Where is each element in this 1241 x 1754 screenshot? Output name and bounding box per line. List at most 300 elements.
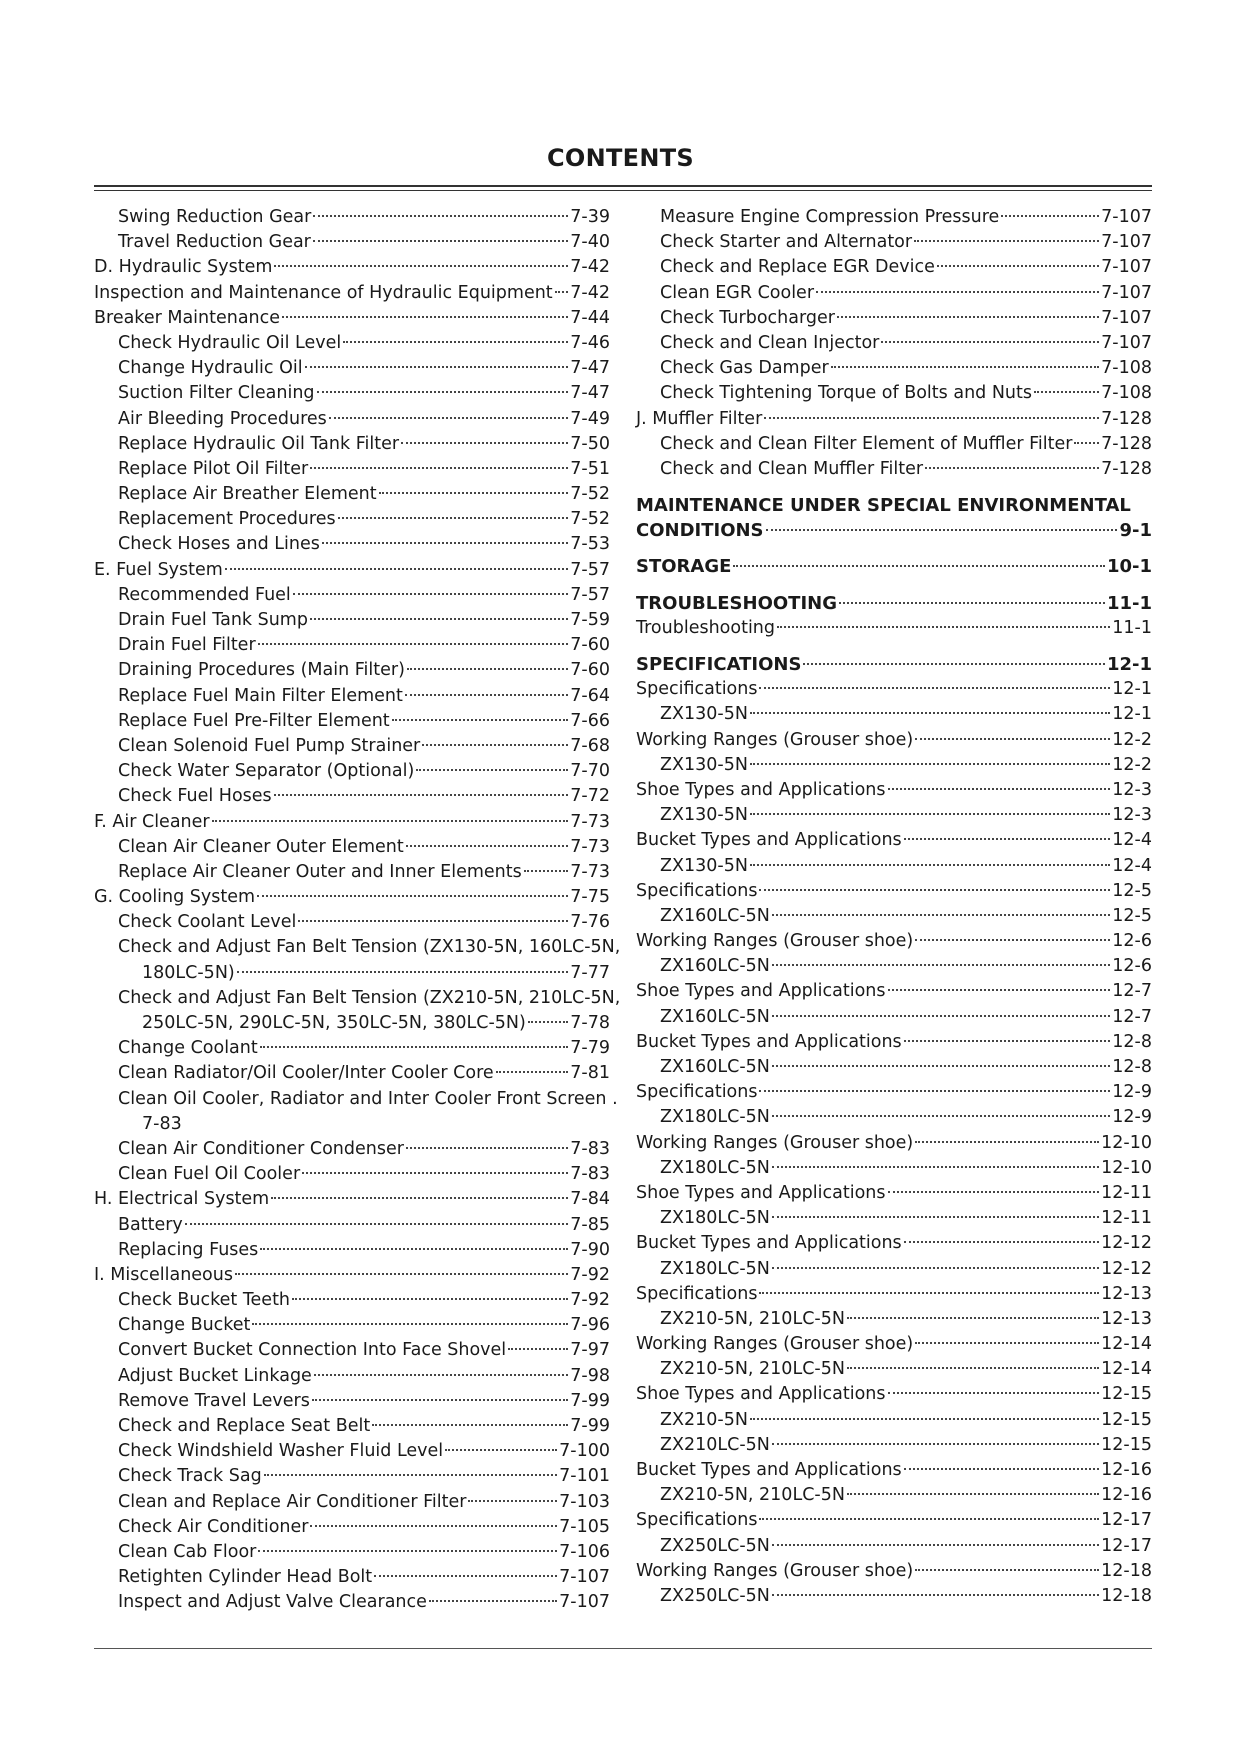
toc-entry-title: Measure Engine Compression Pressure bbox=[660, 207, 1000, 227]
toc-entry-title: Clean Air Conditioner Condenser bbox=[118, 1138, 404, 1159]
toc-entry[interactable] bbox=[94, 583, 610, 608]
toc-entry[interactable] bbox=[94, 1263, 610, 1288]
toc-entry-page: 7-103 bbox=[559, 1491, 610, 1512]
toc-entry[interactable] bbox=[94, 986, 621, 1036]
toc-entry[interactable] bbox=[636, 904, 1152, 929]
toc-entry[interactable] bbox=[636, 1005, 1152, 1030]
toc-entry-title: Check Turbocharger bbox=[660, 307, 835, 328]
dot-leader bbox=[416, 769, 568, 771]
dot-leader bbox=[258, 643, 569, 645]
toc-entry-title: Shoe Types and Applications bbox=[636, 1182, 886, 1203]
dot-leader bbox=[904, 1040, 1111, 1042]
toc-entry[interactable] bbox=[94, 1338, 610, 1363]
toc-entry[interactable] bbox=[94, 608, 610, 633]
toc-entry[interactable] bbox=[636, 929, 1152, 954]
toc-entry-page: 7-128 bbox=[1101, 458, 1152, 479]
toc-entry-title: Air Bleeding Procedures bbox=[118, 408, 327, 429]
dot-leader bbox=[750, 712, 1110, 714]
toc-entry-page: 12-2 bbox=[1112, 754, 1152, 775]
toc-entry[interactable] bbox=[636, 854, 1152, 879]
toc-entry-title: Retighten Cylinder Head Bolt bbox=[118, 1567, 373, 1588]
dot-leader bbox=[329, 417, 569, 419]
toc-entry-page: 7-72 bbox=[570, 786, 610, 807]
toc-entry-page: 7-40 bbox=[570, 232, 610, 253]
toc-entry-title: ZX130-5N bbox=[660, 855, 748, 876]
toc-entry-page: 12-9 bbox=[1112, 1107, 1152, 1128]
toc-entry-title: Check Gas Damper bbox=[660, 358, 829, 379]
dot-leader bbox=[888, 788, 1111, 790]
toc-entry-page: 7-64 bbox=[570, 685, 610, 706]
dot-leader bbox=[839, 602, 1105, 604]
toc-entry-title: Working Ranges (Grouser shoe) bbox=[636, 729, 914, 750]
toc-entry[interactable] bbox=[94, 381, 610, 406]
dot-leader bbox=[915, 738, 1110, 740]
toc-entry-title: Check and Clean Filter Element of Muffler Filter bbox=[660, 433, 1073, 454]
toc-entry-title: ZX250LC-5N bbox=[660, 1535, 770, 1556]
toc-entry[interactable] bbox=[636, 1080, 1152, 1105]
dot-leader bbox=[772, 914, 1110, 916]
toc-entry-page: 12-18 bbox=[1101, 1560, 1152, 1581]
toc-entry-page: 7-77 bbox=[570, 962, 610, 983]
toc-entry[interactable] bbox=[636, 432, 1152, 457]
toc-entry[interactable] bbox=[636, 1105, 1152, 1130]
toc-entry-title: Travel Reduction Gear bbox=[118, 232, 311, 253]
toc-entry-page: 12-13 bbox=[1101, 1283, 1152, 1304]
toc-entry[interactable] bbox=[636, 281, 1152, 306]
toc-entry-title: ZX160LC-5N bbox=[660, 1006, 770, 1027]
toc-entry[interactable] bbox=[636, 1483, 1152, 1508]
toc-entry[interactable] bbox=[94, 457, 610, 482]
toc-entry[interactable] bbox=[94, 709, 610, 734]
dot-leader bbox=[555, 291, 569, 293]
toc-entry[interactable] bbox=[94, 1515, 610, 1540]
dot-leader bbox=[305, 366, 569, 368]
dot-leader bbox=[401, 442, 568, 444]
toc-entry[interactable] bbox=[636, 1559, 1152, 1584]
toc-entry-page: 7-39 bbox=[570, 207, 610, 227]
toc-entry[interactable] bbox=[94, 432, 610, 457]
toc-entry-title: Drain Fuel Filter bbox=[118, 635, 256, 656]
toc-entry-page: 12-6 bbox=[1112, 931, 1152, 952]
dot-leader bbox=[302, 1172, 568, 1174]
toc-entry-title: Remove Travel Levers bbox=[118, 1390, 310, 1411]
toc-entry-title: ZX130-5N bbox=[660, 805, 748, 826]
toc-entry[interactable] bbox=[94, 784, 610, 809]
toc-entry[interactable] bbox=[636, 1534, 1152, 1559]
toc-entry-page: 12-1 bbox=[1112, 704, 1152, 725]
toc-entry[interactable] bbox=[94, 759, 610, 784]
toc-entry-title: Shoe Types and Applications bbox=[636, 1384, 886, 1405]
toc-entry-title-line2: 180LC-5N) bbox=[142, 962, 235, 983]
toc-entry-title: Replace Fuel Pre-Filter Element bbox=[118, 710, 390, 731]
toc-entry-page: 7-100 bbox=[559, 1441, 610, 1462]
dot-leader bbox=[759, 687, 1110, 689]
toc-entry[interactable] bbox=[94, 1414, 610, 1439]
toc-entry-page: 7-97 bbox=[570, 1340, 610, 1361]
toc-entry[interactable] bbox=[636, 1257, 1152, 1282]
toc-entry[interactable] bbox=[94, 910, 610, 935]
toc-entry-title: Specifications bbox=[636, 1082, 758, 1103]
toc-entry[interactable] bbox=[94, 507, 610, 532]
toc-entry[interactable] bbox=[636, 1382, 1152, 1407]
dot-leader bbox=[372, 1424, 568, 1426]
toc-entry[interactable] bbox=[94, 1439, 610, 1464]
toc-entry[interactable] bbox=[94, 835, 610, 860]
toc-entry-title: Check and Replace EGR Device bbox=[660, 257, 935, 278]
toc-entry[interactable] bbox=[636, 1282, 1152, 1307]
toc-entry-page: 7-92 bbox=[570, 1290, 610, 1311]
toc-entry[interactable] bbox=[636, 1584, 1152, 1609]
toc-chapter-entry[interactable] bbox=[636, 652, 1152, 677]
dot-leader bbox=[374, 1575, 557, 1577]
toc-entry[interactable] bbox=[94, 1490, 610, 1515]
toc-entry-page: 11-1 bbox=[1112, 617, 1152, 638]
toc-entry-page: 7-83 bbox=[142, 1113, 182, 1134]
toc-entry-page: 7-73 bbox=[570, 861, 610, 882]
dot-leader bbox=[772, 1166, 1099, 1168]
toc-entry[interactable] bbox=[94, 810, 610, 835]
dot-leader bbox=[524, 870, 569, 872]
toc-entry-page: 12-12 bbox=[1101, 1233, 1152, 1254]
toc-entry[interactable] bbox=[94, 230, 610, 255]
toc-entry[interactable] bbox=[636, 1307, 1152, 1332]
toc-entry-page: 7-101 bbox=[559, 1466, 610, 1487]
toc-entry[interactable] bbox=[636, 230, 1152, 255]
dot-leader bbox=[258, 1550, 557, 1552]
toc-entry-title: Change Hydraulic Oil bbox=[118, 358, 303, 379]
title-rule-thick bbox=[94, 185, 1152, 187]
toc-entry[interactable] bbox=[94, 860, 610, 885]
toc-entry-title: ZX250LC-5N bbox=[660, 1585, 770, 1606]
toc-entry-page: 7-85 bbox=[570, 1214, 610, 1235]
dot-leader bbox=[759, 1518, 1099, 1520]
toc-entry-page: 7-99 bbox=[570, 1390, 610, 1411]
toc-entry-page: 12-1 bbox=[1112, 679, 1152, 700]
dot-leader bbox=[445, 1449, 557, 1451]
toc-entry-page: 7-92 bbox=[570, 1264, 610, 1285]
dot-leader bbox=[759, 889, 1110, 891]
toc-entry[interactable] bbox=[94, 558, 610, 583]
toc-chapter-title: STORAGE bbox=[636, 556, 732, 578]
toc-entry[interactable] bbox=[94, 734, 610, 759]
section-gap bbox=[636, 580, 1152, 591]
dot-leader bbox=[915, 939, 1110, 941]
dot-leader bbox=[310, 1525, 557, 1527]
toc-entry-title: Clean Oil Cooler, Radiator and Inter Cooler Front Screen . bbox=[118, 1088, 618, 1109]
toc-entry[interactable] bbox=[94, 1087, 618, 1137]
toc-entry-title: ZX160LC-5N bbox=[660, 956, 770, 977]
toc-entry-title: Replace Hydraulic Oil Tank Filter bbox=[118, 433, 400, 454]
toc-chapter-title: TROUBLESHOOTING bbox=[636, 592, 837, 614]
toc-entry[interactable] bbox=[636, 1332, 1152, 1357]
toc-entry-page: 12-8 bbox=[1112, 1057, 1152, 1077]
toc-entry-title-line1: Check and Adjust Fan Belt Tension (ZX210-5N, 210LC-5N, bbox=[118, 987, 621, 1008]
toc-entry-title: ZX180LC-5N bbox=[660, 1208, 770, 1229]
toc-entry-title: ZX180LC-5N bbox=[660, 1157, 770, 1178]
toc-entry-title: Check Starter and Alternator bbox=[660, 232, 913, 253]
toc-entry[interactable] bbox=[636, 1131, 1152, 1156]
toc-entry-title: Check Hydraulic Oil Level bbox=[118, 332, 342, 353]
toc-entry[interactable] bbox=[636, 407, 1152, 432]
toc-entry-title: Clean Solenoid Fuel Pump Strainer bbox=[118, 735, 421, 756]
toc-entry[interactable] bbox=[94, 658, 610, 683]
toc-entry[interactable] bbox=[636, 803, 1152, 828]
toc-entry[interactable] bbox=[94, 532, 610, 557]
toc-entry-title: Battery bbox=[118, 1214, 183, 1235]
toc-entry-page: 7-53 bbox=[570, 534, 610, 555]
toc-entry-page: 7-107 bbox=[1101, 232, 1152, 253]
dot-leader bbox=[881, 341, 1099, 343]
dot-leader bbox=[772, 1115, 1110, 1117]
toc-entry-title: ZX160LC-5N bbox=[660, 905, 770, 926]
toc-entry-title: Clean Cab Floor bbox=[118, 1541, 257, 1562]
dot-leader bbox=[496, 1071, 569, 1073]
toc-entry-page: 7-51 bbox=[570, 458, 610, 479]
toc-entry-page: 7-60 bbox=[570, 660, 610, 681]
toc-entry-page: 12-15 bbox=[1101, 1409, 1152, 1430]
toc-entry-title: Replacement Procedures bbox=[118, 509, 336, 530]
toc-entry[interactable] bbox=[94, 1590, 610, 1615]
dot-leader bbox=[1074, 442, 1099, 444]
toc-entry-title-line1: Check and Adjust Fan Belt Tension (ZX130-5N, 160LC-5N, bbox=[118, 937, 621, 958]
dot-leader bbox=[750, 1418, 1099, 1420]
dot-leader bbox=[407, 668, 568, 670]
dot-leader bbox=[772, 964, 1110, 966]
dot-leader bbox=[777, 626, 1110, 628]
toc-entry-title: ZX160LC-5N bbox=[660, 1057, 770, 1077]
dot-leader bbox=[904, 1468, 1099, 1470]
toc-entry[interactable] bbox=[636, 616, 1152, 641]
toc-entry[interactable] bbox=[636, 255, 1152, 280]
toc-entry[interactable] bbox=[636, 677, 1152, 702]
toc-entry[interactable] bbox=[94, 1540, 610, 1565]
dot-leader bbox=[772, 1267, 1099, 1269]
dot-leader bbox=[392, 719, 569, 721]
toc-entry-page: 12-11 bbox=[1101, 1208, 1152, 1229]
toc-entry-title: Specifications bbox=[636, 1510, 758, 1531]
toc-entry-page: 7-57 bbox=[570, 559, 610, 580]
toc-entry-page: 12-8 bbox=[1112, 1031, 1152, 1052]
toc-entry-page: 7-108 bbox=[1101, 358, 1152, 379]
toc-entry-page: 7-107 bbox=[1101, 257, 1152, 278]
toc-entry-page: 7-106 bbox=[559, 1541, 610, 1562]
dot-leader bbox=[759, 1292, 1099, 1294]
dot-leader bbox=[816, 291, 1099, 293]
dot-leader bbox=[764, 417, 1099, 419]
toc-entry[interactable] bbox=[636, 828, 1152, 853]
dot-leader bbox=[837, 316, 1099, 318]
toc-entry-page: 12-5 bbox=[1112, 905, 1152, 926]
toc-entry[interactable] bbox=[636, 753, 1152, 778]
toc-entry[interactable] bbox=[636, 1433, 1152, 1458]
toc-entry[interactable] bbox=[94, 306, 610, 331]
toc-entry[interactable] bbox=[94, 684, 610, 709]
toc-entry-page: 12-3 bbox=[1112, 779, 1152, 800]
toc-entry-title: Working Ranges (Grouser shoe) bbox=[636, 1560, 914, 1581]
toc-entry[interactable] bbox=[636, 728, 1152, 753]
toc-entry[interactable] bbox=[94, 1288, 610, 1313]
toc-entry-title: ZX210LC-5N bbox=[660, 1434, 770, 1455]
toc-chapter-entry[interactable] bbox=[636, 591, 1152, 616]
toc-entry-page: 7-50 bbox=[570, 433, 610, 454]
toc-entry-page: 12-4 bbox=[1112, 830, 1152, 851]
dot-leader bbox=[314, 1374, 568, 1376]
toc-entry-page: 7-105 bbox=[559, 1516, 610, 1537]
toc-entry[interactable] bbox=[94, 356, 610, 381]
toc-entry-page: 12-4 bbox=[1112, 855, 1152, 876]
toc-entry[interactable] bbox=[94, 1464, 610, 1489]
dot-leader bbox=[237, 971, 569, 973]
toc-entry-title: Clean Radiator/Oil Cooler/Inter Cooler Core bbox=[118, 1063, 494, 1084]
toc-entry-page: 7-47 bbox=[570, 358, 610, 379]
toc-entry-page: 7-42 bbox=[570, 282, 610, 303]
toc-entry-page: 12-9 bbox=[1112, 1082, 1152, 1103]
dot-leader bbox=[750, 864, 1110, 866]
toc-entry-page: 7-107 bbox=[1101, 332, 1152, 353]
dot-leader bbox=[915, 1569, 1099, 1571]
toc-entry[interactable] bbox=[636, 879, 1152, 904]
toc-entry-page: 7-47 bbox=[570, 383, 610, 404]
toc-chapter-entry[interactable] bbox=[636, 493, 1152, 543]
toc-entry-title: Clean Air Cleaner Outer Element bbox=[118, 836, 404, 857]
toc-entry[interactable] bbox=[94, 1137, 610, 1162]
toc-entry[interactable] bbox=[636, 778, 1152, 803]
toc-entry[interactable] bbox=[636, 381, 1152, 406]
toc-entry[interactable] bbox=[636, 457, 1152, 482]
toc-entry[interactable] bbox=[94, 885, 610, 910]
toc-entry-title: Drain Fuel Tank Sump bbox=[118, 610, 308, 630]
toc-entry[interactable] bbox=[636, 1181, 1152, 1206]
toc-entry-page: 7-66 bbox=[570, 710, 610, 731]
toc-entry[interactable] bbox=[94, 1213, 610, 1238]
toc-entry-title: ZX130-5N bbox=[660, 704, 748, 725]
dot-leader bbox=[406, 1147, 568, 1149]
dot-leader bbox=[772, 1015, 1110, 1017]
toc-entry[interactable] bbox=[94, 331, 610, 356]
toc-chapter-title-line1: MAINTENANCE UNDER SPECIAL ENVIRONMENTAL bbox=[636, 495, 1131, 517]
toc-entry[interactable] bbox=[636, 1508, 1152, 1533]
contents-left-column bbox=[94, 205, 621, 1616]
toc-entry-title: Replace Air Breather Element bbox=[118, 484, 377, 505]
toc-entry-page: 7-99 bbox=[570, 1416, 610, 1436]
dot-leader bbox=[343, 341, 568, 343]
toc-entry-page: 7-68 bbox=[570, 735, 610, 756]
section-gap bbox=[636, 482, 1152, 493]
dot-leader bbox=[313, 215, 568, 217]
toc-entry[interactable] bbox=[636, 1408, 1152, 1433]
toc-entry[interactable] bbox=[94, 255, 610, 280]
toc-entry[interactable] bbox=[636, 331, 1152, 356]
toc-entry-title: Suction Filter Cleaning bbox=[118, 383, 315, 404]
toc-entry-title: Check Windshield Washer Fluid Level bbox=[118, 1441, 444, 1462]
toc-entry[interactable] bbox=[636, 1357, 1152, 1382]
toc-entry[interactable] bbox=[94, 1061, 610, 1086]
dot-leader bbox=[528, 1021, 568, 1023]
dot-leader bbox=[225, 568, 568, 570]
toc-entry-page: 7-96 bbox=[570, 1315, 610, 1336]
dot-leader bbox=[847, 1493, 1099, 1495]
dot-leader bbox=[264, 1474, 557, 1476]
toc-entry[interactable] bbox=[94, 1389, 610, 1414]
toc-entry[interactable] bbox=[94, 407, 610, 432]
toc-entry[interactable] bbox=[636, 979, 1152, 1004]
toc-entry[interactable] bbox=[636, 1458, 1152, 1483]
toc-entry[interactable] bbox=[636, 1206, 1152, 1231]
toc-entry-title: Check Fuel Hoses bbox=[118, 786, 272, 807]
dot-leader bbox=[904, 1241, 1099, 1243]
toc-entry[interactable] bbox=[636, 1030, 1152, 1055]
toc-entry[interactable] bbox=[94, 633, 610, 658]
dot-leader bbox=[772, 1594, 1099, 1596]
toc-entry-title: Specifications bbox=[636, 1283, 758, 1304]
dot-leader bbox=[338, 517, 569, 519]
toc-chapter-entry[interactable] bbox=[636, 554, 1152, 579]
dot-leader bbox=[405, 694, 568, 696]
toc-entry-page: 7-107 bbox=[1101, 282, 1152, 303]
toc-entry[interactable] bbox=[636, 205, 1152, 230]
toc-entry-title: Breaker Maintenance bbox=[94, 307, 281, 328]
toc-entry[interactable] bbox=[94, 1036, 610, 1061]
toc-entry-title: D. Hydraulic System bbox=[94, 257, 273, 278]
toc-entry-title: Adjust Bucket Linkage bbox=[118, 1365, 312, 1386]
toc-entry-title: Draining Procedures (Main Filter) bbox=[118, 660, 405, 681]
toc-entry[interactable] bbox=[94, 1364, 610, 1389]
toc-entry[interactable] bbox=[94, 1187, 610, 1212]
toc-entry-title: G. Cooling System bbox=[94, 887, 256, 908]
toc-entry-page: 7-70 bbox=[570, 761, 610, 782]
toc-entry[interactable] bbox=[636, 306, 1152, 331]
toc-entry-page: 7-44 bbox=[570, 307, 610, 328]
toc-entry[interactable] bbox=[636, 1231, 1152, 1256]
dot-leader bbox=[888, 1191, 1100, 1193]
dot-leader bbox=[310, 618, 568, 620]
toc-entry[interactable] bbox=[636, 356, 1152, 381]
dot-leader bbox=[252, 1323, 568, 1325]
toc-entry-title: Convert Bucket Connection Into Face Shovel bbox=[118, 1340, 507, 1361]
toc-entry-page: 7-108 bbox=[1101, 383, 1152, 404]
toc-entry[interactable] bbox=[94, 482, 610, 507]
dot-leader bbox=[803, 663, 1105, 665]
toc-entry[interactable] bbox=[636, 954, 1152, 979]
toc-entry[interactable] bbox=[94, 281, 610, 306]
toc-entry-page: 7-73 bbox=[570, 836, 610, 857]
toc-chapter-page: 10-1 bbox=[1106, 556, 1152, 578]
toc-entry[interactable] bbox=[94, 1313, 610, 1338]
toc-entry[interactable] bbox=[94, 1565, 610, 1590]
toc-entry-page: 12-16 bbox=[1101, 1460, 1152, 1480]
toc-entry[interactable] bbox=[636, 1055, 1152, 1080]
dot-leader bbox=[772, 1216, 1099, 1218]
toc-entry-title: ZX210-5N, 210LC-5N bbox=[660, 1308, 845, 1329]
toc-entry[interactable] bbox=[94, 935, 621, 985]
dot-leader bbox=[772, 1443, 1099, 1445]
dot-leader bbox=[904, 838, 1111, 840]
toc-entry[interactable] bbox=[636, 702, 1152, 727]
toc-entry[interactable] bbox=[94, 1238, 610, 1263]
toc-entry-page: 12-12 bbox=[1101, 1258, 1152, 1279]
dot-leader bbox=[298, 920, 568, 922]
footer-rule bbox=[94, 1648, 1152, 1649]
toc-entry[interactable] bbox=[94, 205, 610, 230]
toc-entry[interactable] bbox=[94, 1162, 610, 1187]
toc-entry-page: 7-98 bbox=[570, 1365, 610, 1386]
toc-entry-page: 7-57 bbox=[570, 584, 610, 605]
toc-entry-title: ZX210-5N, 210LC-5N bbox=[660, 1485, 845, 1506]
toc-entry-title: Check Coolant Level bbox=[118, 912, 297, 933]
toc-entry[interactable] bbox=[636, 1156, 1152, 1181]
toc-entry-title: ZX210-5N, 210LC-5N bbox=[660, 1359, 845, 1380]
toc-chapter-page: 12-1 bbox=[1106, 654, 1152, 675]
